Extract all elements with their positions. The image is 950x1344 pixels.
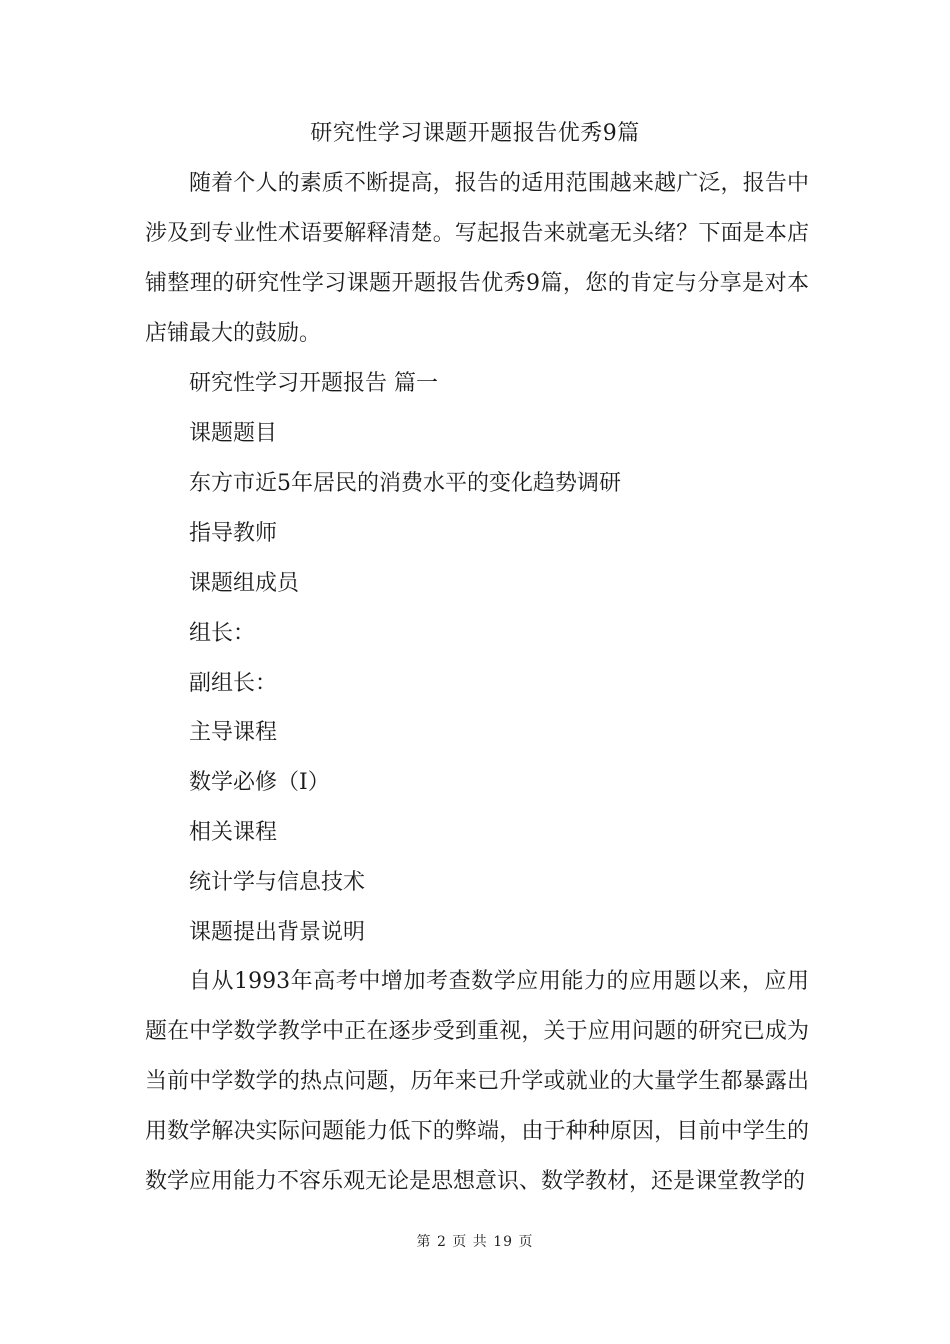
section-heading: 研究性学习开题报告 篇一 bbox=[189, 371, 438, 396]
field-value-topic: 东方市近5年居民的消费水平的变化趋势调研 bbox=[189, 471, 621, 496]
field-value-main-course: 数学必修（I） bbox=[189, 770, 330, 795]
field-label-background: 课题提出背景说明 bbox=[189, 920, 366, 945]
document-title: 研究性学习课题开题报告优秀9篇 bbox=[310, 121, 640, 146]
page-footer: 第 2 页 共 19 页 bbox=[416, 1234, 534, 1250]
background-paragraph: 自从1993年高考中增加考查数学应用能力的应用题以来，应用题在中学数学教学中正在逐步受到重视，关于应用问题的研究已成为当前中学数学的热点问题，历年来已升学或就业的大量学生都暴露出用数学解决实际问题能力低下的弊端，由于种种原因，目前中学生的数学应用能力不容乐观无论是思想意识、数学教材，还是课堂教学的 bbox=[145, 969, 809, 1194]
field-label-members: 课题组成员 bbox=[189, 571, 300, 596]
intro-paragraph: 随着个人的素质不断提高，报告的适用范围越来越广泛，报告中涉及到专业性术语要解释清楚。写起报告来就毫无头绪？下面是本店铺整理的研究性学习课题开题报告优秀9篇，您的肯定与分享是对本店铺最大的鼓励。 bbox=[145, 171, 809, 346]
field-label-topic: 课题题目 bbox=[189, 421, 278, 446]
field-label-vice-leader: 副组长： bbox=[189, 671, 278, 696]
field-label-related-course: 相关课程 bbox=[189, 820, 278, 845]
field-value-related-course: 统计学与信息技术 bbox=[189, 870, 366, 895]
field-label-leader: 组长： bbox=[189, 621, 256, 646]
field-label-main-course: 主导课程 bbox=[189, 720, 278, 745]
field-label-advisor: 指导教师 bbox=[189, 521, 278, 546]
